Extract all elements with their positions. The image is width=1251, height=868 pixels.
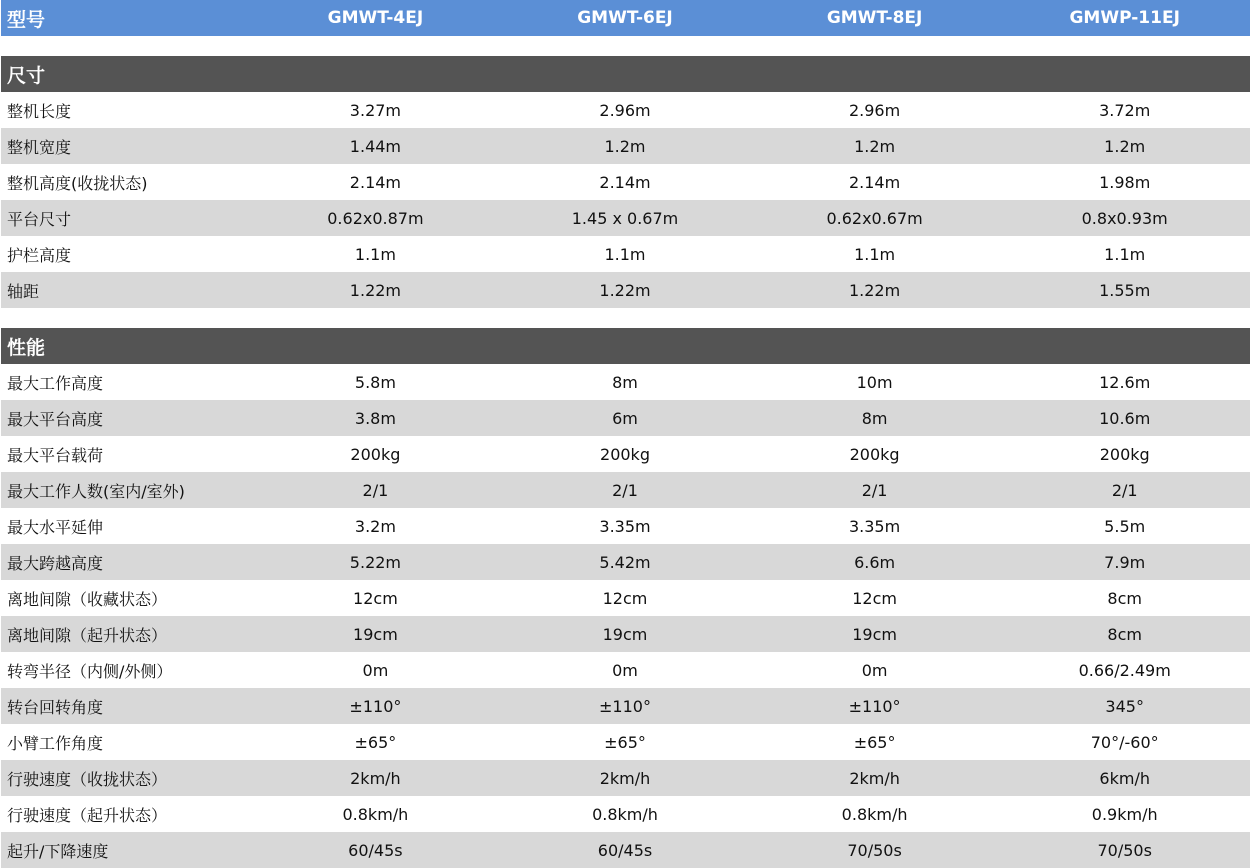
table-row [1,652,1250,688]
table-row [1,472,1250,508]
row-value: 12cm [602,588,648,608]
row-label: 行驶速度（起升状态） [7,805,168,825]
row-label: 整机长度 [7,101,72,121]
row-value: 1.2m [854,136,896,156]
row-value: 0.62x0.87m [327,208,424,228]
row-label: 最大跨越高度 [7,553,104,573]
row-value: 1.1m [854,244,896,264]
row-value: 6m [612,408,638,428]
model-label: 型号 [7,8,46,31]
row-label: 最大工作高度 [7,373,104,393]
row-value: 0.8x0.93m [1081,208,1168,228]
table-row [1,580,1250,616]
row-value: 70/50s [1097,840,1152,860]
row-value: 2.14m [349,172,402,192]
row-value: 3.35m [848,516,901,536]
row-value: 12cm [353,588,398,608]
row-value: 3.72m [1099,100,1151,120]
row-value: ±65° [604,732,646,752]
table-row [1,272,1250,308]
row-value: 1.22m [349,280,402,300]
row-value: 3.8m [354,408,396,428]
table-row [1,400,1250,436]
row-label: 转台回转角度 [7,697,104,717]
row-label: 行驶速度（收拢状态） [7,769,168,789]
row-value: 2km/h [350,768,401,788]
row-value: 5.8m [354,372,396,392]
model-name: GMWT-4EJ [327,8,424,28]
row-label: 最大水平延伸 [7,517,104,537]
row-value: 7.9m [1104,552,1146,572]
row-value: 1.45 x 0.67m [571,208,679,228]
row-value: 0.8km/h [841,804,908,824]
row-label: 离地间隙（收藏状态） [7,589,168,609]
row-value: 70/50s [847,840,902,860]
row-value: 200kg [849,444,900,464]
row-label: 整机宽度 [7,137,72,157]
row-value: 19cm [602,624,648,644]
row-label: 最大平台载荷 [7,445,104,465]
model-name: GMWT-8EJ [826,8,923,28]
row-value: 1.98m [1099,172,1151,192]
row-value: 3.2m [354,516,396,536]
row-label: 最大平台高度 [7,409,104,429]
row-value: 5.5m [1104,516,1146,536]
table-row [1,128,1250,164]
row-value: 1.55m [1099,280,1151,300]
row-value: ±110° [599,696,651,716]
model-name: GMWT-6EJ [577,8,673,28]
table-row [1,164,1250,200]
row-value: 70°/-60° [1090,732,1159,752]
row-value: 60/45s [597,840,653,860]
row-label: 轴距 [7,281,40,301]
row-value: 0.8km/h [342,804,409,824]
row-value: 0.8km/h [592,804,658,824]
row-value: 3.35m [599,516,651,536]
row-label: 整机高度(收拢状态) [7,173,148,193]
row-label: 小臂工作角度 [7,733,104,753]
section-title-row [1,56,1250,92]
spacer [0,36,1251,56]
row-value: ±65° [853,732,896,752]
row-value: 2/1 [861,480,888,500]
table-row [1,200,1250,236]
row-value: 5.42m [599,552,651,572]
table-row [1,616,1250,652]
row-value: 2km/h [849,768,900,788]
row-value: 12.6m [1099,372,1151,392]
table-row [1,832,1250,868]
row-value: 6km/h [1099,768,1150,788]
table-row [1,364,1250,400]
row-value: 200kg [350,444,401,464]
row-value: 8m [861,408,888,428]
row-value: 6.6m [854,552,896,572]
row-value: 2.96m [848,100,901,120]
row-value: 2.14m [599,172,651,192]
row-value: 1.1m [604,244,646,264]
table-row [1,688,1250,724]
row-label: 转弯半径（内侧/外侧） [7,661,173,681]
row-value: 19cm [353,624,398,644]
model-name: GMWP-11EJ [1069,8,1180,28]
row-value: 0m [861,660,888,680]
row-value: 0.9km/h [1091,804,1158,824]
row-value: 200kg [1099,444,1150,464]
row-value: ±110° [848,696,901,716]
row-value: 2/1 [612,480,638,500]
row-value: 60/45s [348,840,403,860]
section-title-row [1,328,1250,364]
row-value: 19cm [852,624,897,644]
row-value: 0.62x0.67m [826,208,923,228]
row-value: ±65° [354,732,397,752]
row-value: 8cm [1107,588,1142,608]
row-value: 1.22m [848,280,901,300]
row-value: 2/1 [1111,480,1138,500]
row-value: 1.1m [1104,244,1146,264]
row-value: 2km/h [599,768,651,788]
row-value: 345° [1105,696,1144,716]
table-row [1,760,1250,796]
row-label: 离地间隙（起升状态） [7,625,168,645]
table-row [1,92,1250,128]
row-value: ±110° [349,696,402,716]
row-value: 1.2m [1104,136,1146,156]
row-value: 8m [612,372,638,392]
row-value: 10.6m [1099,408,1151,428]
row-value: 0m [612,660,638,680]
row-value: 2.14m [848,172,901,192]
row-value: 10m [856,372,893,392]
section-performance [0,328,1251,868]
row-value: 1.22m [599,280,651,300]
row-label: 起升/下降速度 [7,841,109,861]
row-value: 0m [362,660,389,680]
row-value: 3.27m [349,100,402,120]
table-row [1,724,1250,760]
row-label: 护栏高度 [7,245,72,265]
section-title: 尺寸 [7,64,46,87]
spacer [0,308,1251,328]
row-value: 1.2m [604,136,646,156]
row-value: 8cm [1107,624,1142,644]
row-value: 1.44m [349,136,402,156]
row-label: 最大工作人数(室内/室外) [7,481,185,501]
table-row [1,236,1250,272]
table-row [1,436,1250,472]
row-value: 2.96m [599,100,651,120]
row-value: 1.1m [354,244,396,264]
row-label: 平台尺寸 [7,209,72,229]
header-row [1,0,1250,36]
table-row [1,508,1250,544]
row-value: 5.22m [349,552,402,572]
table-row [1,544,1250,580]
section-title: 性能 [7,336,46,359]
row-value: 12cm [852,588,897,608]
row-value: 0.66/2.49m [1078,660,1171,680]
table-row [1,796,1250,832]
row-value: 2/1 [362,480,389,500]
row-value: 200kg [600,444,650,464]
section-dimensions [0,56,1251,308]
